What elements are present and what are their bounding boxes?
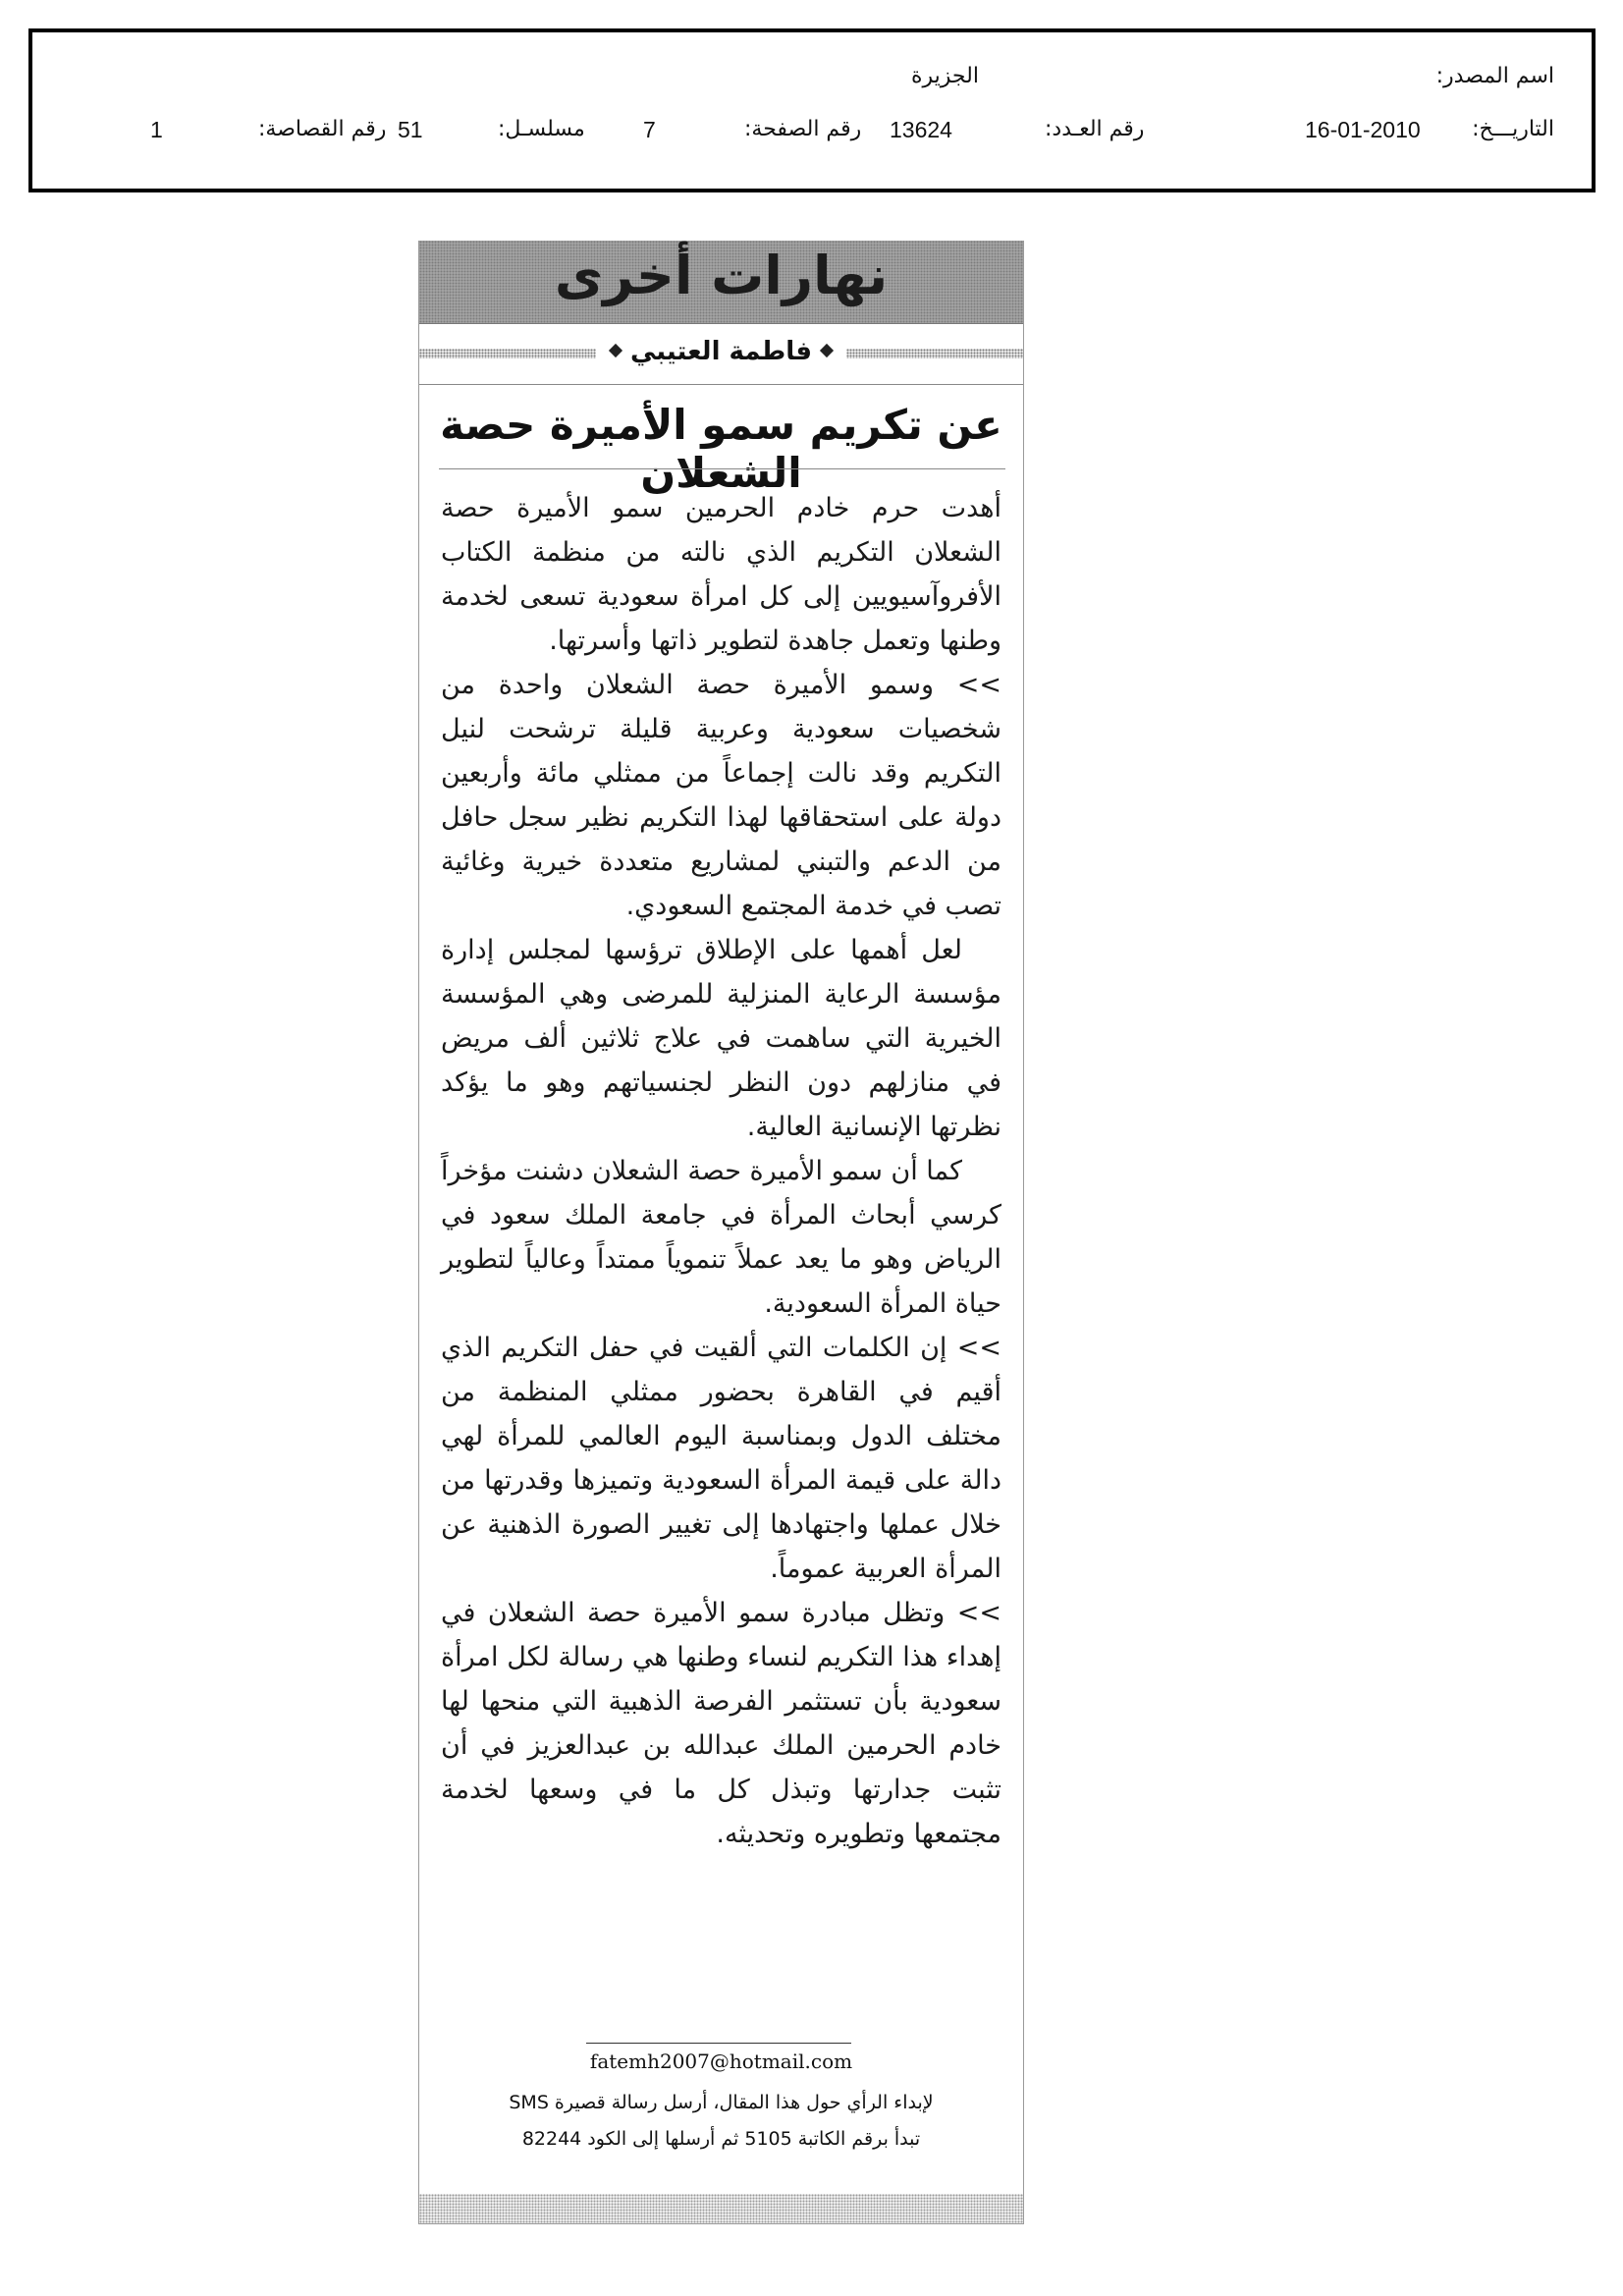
diamond-icon — [820, 343, 834, 356]
diamond-icon — [609, 343, 622, 356]
divider — [439, 468, 1005, 469]
clip-number-label: رقم القصاصة: — [258, 117, 387, 141]
author-name: فاطمة العتيبي — [629, 337, 813, 366]
sms-code-instructions: تبدأ برقم الكاتبة 5105 ثم أرسلها إلى الكود 82244 — [521, 2128, 921, 2150]
source-value: الجزيرة — [911, 64, 979, 88]
clip-number-value: 1 — [150, 117, 163, 142]
meta-row-source — [32, 64, 1592, 103]
issue-value: 13624 — [890, 117, 952, 142]
article-body — [441, 486, 1001, 1856]
paragraph: >> إن الكلمات التي ألقيت في حفل التكريم الذي أقيم في القاهرة بحضور ممثلي المنظمة من مختلف الدول وبمناسبة اليوم العالمي للمرأة لهي دالة على قيمة المرأة السعودية وتميزها وقدرتها من خلال عملها واجتهادها إلى تغيير الصورة الذهنية عن المرأة العربية عموماً. — [441, 1333, 1001, 1584]
page-value: 7 — [643, 117, 656, 142]
serial-label: مسلسـل: — [498, 117, 585, 141]
newspaper-clipping — [418, 241, 1024, 2224]
divider — [419, 384, 1023, 385]
page-label: رقم الصفحة: — [744, 117, 862, 141]
source-label: اسم المصدر: — [1435, 64, 1554, 88]
paragraph: لعل أهمها على الإطلاق ترؤسها لمجلس إدارة مؤسسة الرعاية المنزلية للمرضى وهي المؤسسة الخيرية التي ساهمت في علاج ثلاثين ألف مريض في منازلهم دون النظر لجنسياتهم وهو ما يؤكد نظرتها الإنسانية العالية. — [441, 935, 1001, 1142]
clipping-bottom-texture — [419, 2194, 1023, 2223]
paragraph: أهدت حرم خادم الحرمين سمو الأميرة حصة الشعلان التكريم الذي نالته من منظمة الكتاب الأفروآسيويين إلى كل امرأة سعودية تسعى لخدمة وطنها وتعمل جاهدة لتطوير ذاتها وأسرتها. — [441, 493, 1001, 656]
column-title: نهارات أخرى — [554, 245, 889, 306]
column-header-banner — [419, 241, 1023, 324]
author-email: fatemh2007@hotmail.com — [589, 2050, 853, 2073]
article-headline: عن تكريم سمو الأميرة حصة الشعلان — [440, 401, 1002, 497]
meta-row-details — [32, 117, 1592, 156]
paragraph: >> وتظل مبادرة سمو الأميرة حصة الشعلان في إهداء هذا التكريم لنساء وطنها هي رسالة لكل امرأة سعودية بأن تستثمر الفرصة الذهبية التي منحها لها خادم الحرمين الملك عبدالله بن عبدالعزيز في أن تثبت جدارتها وتبذل كل ما في وسعها لخدمة مجتمعها وتطويره وتحديثه. — [441, 1598, 1001, 1849]
sms-instructions: لإبداء الرأي حول هذا المقال، أرسل رسالة قصيرة SMS — [509, 2092, 934, 2113]
paragraph: كما أن سمو الأميرة حصة الشعلان دشنت مؤخراً كرسي أبحاث المرأة في جامعة الملك سعود في الرياض وهو ما يعد عملاً تنموياً ممتداً وعالياً لتطوير حياة المرأة السعودية. — [441, 1156, 1001, 1319]
footer-divider — [586, 2043, 851, 2044]
date-label: التاريـــخ: — [1472, 117, 1554, 141]
date-value: 16-01-2010 — [1305, 117, 1421, 142]
issue-label: رقم العـدد: — [1045, 117, 1145, 141]
source-metadata-box — [28, 28, 1596, 192]
byline — [419, 337, 1023, 366]
paragraph: >> وسمو الأميرة حصة الشعلان واحدة من شخصيات سعودية وعربية قليلة ترشحت لنيل التكريم وقد نالت إجماعاً من ممثلي مائة وأربعين دولة على استحقاقها لهذا التكريم نظير سجل حافل من الدعم والتبني لمشاريع متعددة خيرية وغائية تصب في خدمة المجتمع السعودي. — [441, 670, 1001, 921]
byline-bar — [419, 335, 1023, 374]
serial-value: 51 — [398, 117, 423, 142]
